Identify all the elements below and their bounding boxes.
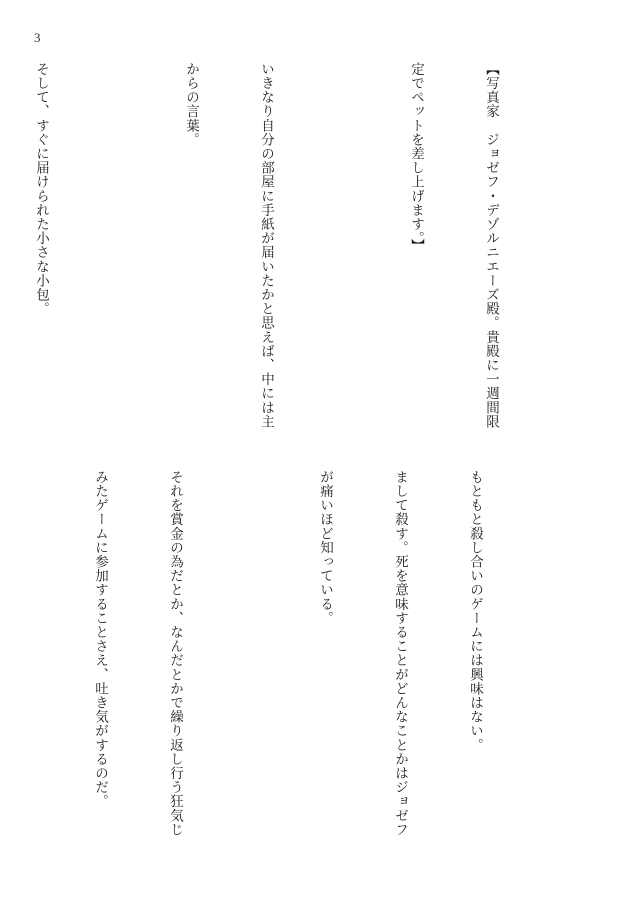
text-line: それを賞金の為だとか、なんだとかで繰り返し行う狂気じ [167,470,183,837]
text-line: からの言葉。 [183,62,199,147]
text-line: みたゲームに参加することさえ、吐き気がするのだ。 [92,470,108,809]
lower-text-block [85,470,537,870]
text-line: もともと殺し合いのゲームには興味はない。 [467,470,483,752]
upper-text-block [33,62,553,462]
text-line: 定でペットを差し上げます。】 [408,62,424,253]
text-line-blank [12,470,37,870]
text-line: そして、すぐに届けられた小さな小包。 [33,62,49,316]
text-line: まして殺す。死を意味することがどんなことかはジョゼフ [392,470,408,837]
text-line-blank [328,62,353,462]
text-line: が痛いほど知っている。 [317,470,333,626]
text-line-blank [237,470,262,870]
text-line-blank [103,62,128,462]
text-line: 【写真家 ジョゼフ・デゾルニエーズ殿。貴殿に一週間限 [483,62,499,429]
text-line: いきなり自分の部屋に手紙が届いたかと思えば、中には主 [258,62,274,429]
page-number: 3 [34,30,41,45]
